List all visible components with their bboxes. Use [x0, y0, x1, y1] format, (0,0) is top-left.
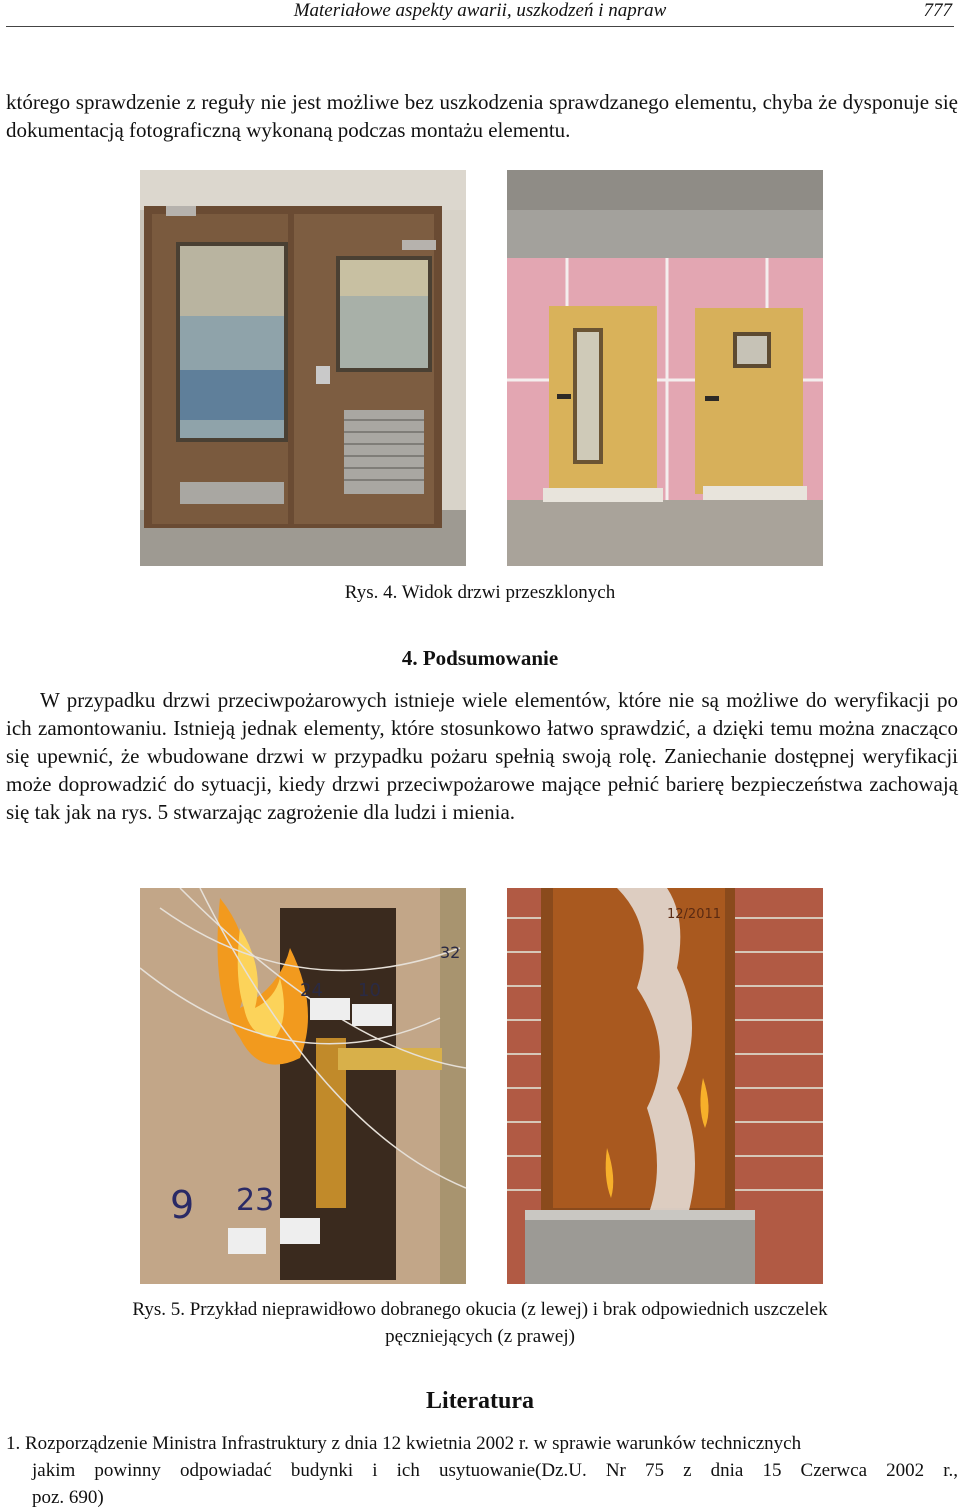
figure4-photo-glazed-wooden-door: [140, 170, 466, 566]
reference-number: 1.: [6, 1433, 21, 1454]
mark-top-a: 24: [300, 980, 323, 1001]
mark-door-date: 12/2011: [667, 907, 722, 922]
mark-side: 32: [440, 943, 461, 962]
reference-item-1: [6, 1430, 958, 1508]
figure5-photo-burning-hardware: [140, 888, 466, 1284]
summary-paragraph: W przypadku drzwi przeciwpożarowych istnieje wiele elementów, które nie są możliwe do weryfikacji po ich zamontowaniu. Istnieją jednak elementy, które stosunkowo łatwo sprawdzić, a dzięki temu można znacząco się upewnić, że wbudowane drzwi w przypadku pożaru spełnią swoją rolę. Zaniechanie dostępnej weryfikacji może doprowadzić do sytuacji, kiedy drzwi przeciwpożarowe mające pełnić barierę bezpieczeństwa zachowają się tak jak na rys. 5 stwarzając zagrożenie dla ludzi i mienia.: [6, 688, 958, 824]
figure4-caption: Rys. 4. Widok drzwi przeszklonych: [344, 582, 616, 603]
section-heading: 4. Podsumowanie: [401, 646, 559, 670]
mark-bottom-a: 9: [170, 1183, 195, 1227]
running-header: [0, 0, 960, 24]
reference-line2: jakim powinny odpowiadać budynki i ich usytuowanie(Dz.U. Nr 75 z dnia 15 Czerwca 2002 r.,: [32, 1460, 958, 1481]
figure4-photo-yellow-fire-doors: [507, 170, 823, 566]
reference-line3: poz. 690): [32, 1487, 104, 1508]
running-header-title: Materiałowe aspekty awarii, uszkodzeń i napraw: [293, 0, 667, 21]
header-rule: [6, 26, 954, 27]
reference-line1: Rozporządzenie Ministra Infrastruktury z dnia 12 kwietnia 2002 r. w sprawie warunków technicznych: [25, 1433, 802, 1454]
page-number: 777: [923, 0, 952, 21]
mark-bottom-b: 23: [236, 1183, 275, 1218]
literature-heading: Literatura: [426, 1388, 534, 1414]
figure5-caption-line1: Rys. 5. Przykład nieprawidłowo dobranego okucia (z lewej) i brak odpowiednich uszczelek: [132, 1299, 828, 1320]
figure5-photo-door-without-seals: [507, 888, 823, 1284]
intro-paragraph: którego sprawdzenie z reguły nie jest możliwe bez uszkodzenia sprawdzanego elementu, chyba że dysponuje się dokumentacją fotograficzną wykonaną podczas montażu elementu.: [6, 90, 958, 142]
mark-top-b: 10: [358, 980, 381, 1001]
figure5-caption-line2: pęczniejących (z prawej): [385, 1326, 575, 1347]
